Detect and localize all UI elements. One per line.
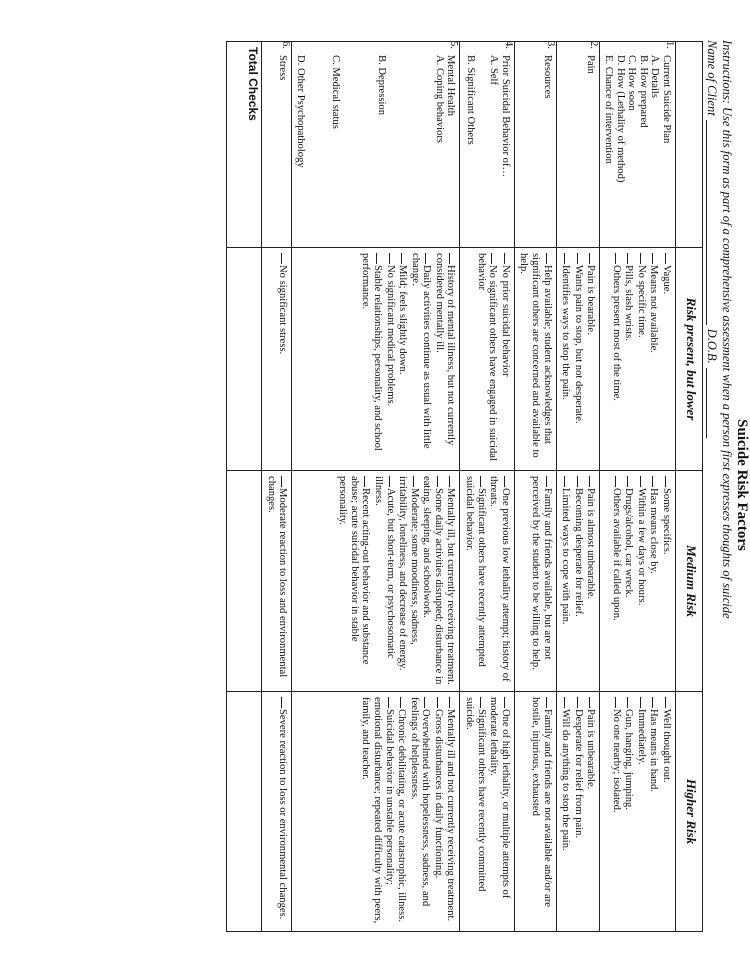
category-line: Current Suicide Plan bbox=[661, 55, 672, 144]
category-line bbox=[422, 55, 434, 242]
category-line: A. Details bbox=[649, 55, 661, 98]
check-blank[interactable] bbox=[400, 697, 401, 708]
risk-item-text: Immediately. bbox=[635, 709, 647, 765]
risk-item bbox=[635, 476, 647, 686]
risk-item-text: Pain is almost unbearable. bbox=[585, 488, 597, 600]
category-line: D. How (Lethality of method) bbox=[614, 55, 626, 183]
check-blank[interactable] bbox=[665, 476, 666, 487]
risk-item bbox=[445, 697, 457, 926]
check-blank[interactable] bbox=[627, 476, 628, 487]
header-category bbox=[676, 42, 703, 248]
check-blank[interactable] bbox=[577, 697, 578, 708]
check-blank[interactable] bbox=[450, 697, 451, 708]
medium-risk-cell bbox=[514, 471, 556, 692]
risk-item bbox=[488, 697, 511, 926]
dob-field[interactable] bbox=[706, 368, 707, 438]
risk-item bbox=[397, 476, 420, 686]
risk-item bbox=[610, 253, 622, 465]
check-blank[interactable] bbox=[376, 253, 377, 264]
risk-item bbox=[464, 476, 487, 686]
category-line bbox=[410, 55, 422, 242]
risk-item-text: Help available; student acknowledges that significant others are concerned and available to help. bbox=[518, 253, 553, 458]
client-line bbox=[704, 40, 719, 438]
risk-item bbox=[360, 697, 395, 926]
risk-item-text: No significant medical problems. bbox=[384, 265, 396, 407]
check-blank[interactable] bbox=[615, 476, 616, 487]
risk-item-text: Limited ways to cope with pain. bbox=[560, 488, 572, 625]
risk-item-text: Significant others have recently attempted suicidal behavior. bbox=[464, 476, 487, 667]
check-blank[interactable] bbox=[564, 476, 565, 487]
check-blank[interactable] bbox=[504, 697, 505, 708]
risk-item-text: Has means in hand. bbox=[648, 709, 660, 792]
name-label: Name of Client bbox=[705, 40, 719, 116]
higher-risk-cell bbox=[514, 692, 556, 932]
category-line bbox=[352, 55, 364, 242]
risk-item bbox=[529, 697, 552, 926]
risk-item-text: No specific time. bbox=[635, 265, 647, 338]
risk-item-text: No significant others have engaged in suicidal behavior bbox=[475, 253, 499, 461]
category-line bbox=[317, 55, 329, 242]
risk-item bbox=[488, 476, 511, 686]
risk-item-text: Moderate reaction to loss and environmental changes. bbox=[265, 476, 289, 678]
category-line: Stress bbox=[277, 55, 289, 81]
check-blank[interactable] bbox=[577, 253, 578, 264]
risk-item-text: Family and friends are not available and/or are hostile, injurious, exhausted bbox=[530, 697, 553, 907]
risk-item bbox=[337, 476, 372, 686]
risk-item bbox=[572, 253, 584, 465]
risk-item-text: Identifies ways to stop the pain. bbox=[560, 265, 572, 400]
medium-risk-cell bbox=[600, 471, 676, 692]
category-line: B. Depression bbox=[375, 55, 387, 116]
risk-item-text: Recent acting-out behavior and substance abuse; acute suicidal behavior in stable personality. bbox=[337, 476, 372, 665]
risk-item-text: Mentally ill, but currently receiving treatment. bbox=[445, 488, 457, 685]
category-cell bbox=[600, 42, 676, 248]
category-line: C. Medical status bbox=[329, 55, 341, 129]
risk-table bbox=[226, 41, 703, 932]
total-lower-cell[interactable] bbox=[227, 248, 262, 471]
risk-item bbox=[464, 697, 487, 926]
risk-item-text: Others present most of the time. bbox=[610, 265, 622, 401]
risk-item bbox=[623, 253, 635, 465]
risk-item bbox=[560, 697, 572, 926]
risk-item-text: Acute, but short-term, or psychosomatic illness. bbox=[372, 476, 396, 659]
risk-item-text: Some specifics. bbox=[661, 488, 672, 555]
risk-item-text: One of high lethality, or multiple attempts of moderate lethality. bbox=[488, 697, 511, 899]
check-blank[interactable] bbox=[615, 253, 616, 264]
risk-item bbox=[560, 476, 572, 686]
category-line: Pain bbox=[585, 55, 597, 74]
risk-item bbox=[384, 253, 396, 465]
higher-risk-cell bbox=[262, 692, 292, 932]
category-line bbox=[476, 55, 488, 242]
risk-item-text: Others available if called upon. bbox=[610, 488, 622, 621]
category-line: B. How prepared bbox=[637, 55, 649, 128]
higher-risk-cell bbox=[292, 692, 460, 932]
dob-label: D.O.B. bbox=[705, 328, 719, 364]
medium-risk-cell bbox=[262, 471, 292, 692]
risk-item bbox=[499, 253, 511, 465]
risk-item bbox=[475, 253, 498, 465]
check-blank[interactable] bbox=[389, 476, 390, 487]
category-line: Resources bbox=[541, 55, 553, 99]
risk-item-text: No prior suicidal behavior bbox=[499, 265, 511, 377]
risk-item-text: Moderate; some moodiness, sadness, irritability, loneliness, and decrease of energy. bbox=[397, 476, 420, 671]
risk-item bbox=[660, 476, 672, 686]
risk-item-text: Family and friends available, but are not perceived by the student to be willing to help. bbox=[530, 476, 553, 670]
category-cell bbox=[262, 42, 292, 248]
lower-risk-cell bbox=[514, 248, 556, 471]
header-medium: Medium Risk bbox=[676, 471, 703, 692]
check-blank[interactable] bbox=[564, 697, 565, 708]
check-blank[interactable] bbox=[546, 476, 547, 487]
check-blank[interactable] bbox=[589, 697, 590, 708]
risk-item bbox=[572, 697, 584, 926]
check-blank[interactable] bbox=[413, 476, 414, 487]
check-blank[interactable] bbox=[564, 253, 565, 264]
check-blank[interactable] bbox=[665, 253, 666, 264]
risk-item-text: Mentally ill and not currently receiving treatment. bbox=[445, 709, 457, 922]
risk-item bbox=[585, 697, 597, 926]
check-blank[interactable] bbox=[424, 697, 425, 708]
risk-item bbox=[648, 253, 660, 465]
risk-item-text: Means not available. bbox=[648, 265, 660, 353]
risk-item bbox=[585, 253, 597, 465]
risk-row bbox=[460, 42, 514, 932]
check-blank[interactable] bbox=[615, 697, 616, 708]
risk-row bbox=[514, 42, 556, 932]
risk-item bbox=[635, 697, 647, 926]
risk-item-text: Significant others have recently committed suicide. bbox=[464, 697, 487, 892]
risk-item-text: Mild; feels slightly down. bbox=[397, 265, 409, 375]
risk-item-text: Daily activities continue as usual with little change. bbox=[409, 253, 433, 449]
check-blank[interactable] bbox=[504, 476, 505, 487]
category-line: B. Significant Others bbox=[465, 55, 477, 145]
risk-item-text: Severe reaction to loss or environmental changes. bbox=[277, 709, 289, 920]
risk-row bbox=[556, 42, 600, 932]
risk-item bbox=[421, 476, 444, 686]
risk-item bbox=[360, 253, 383, 465]
risk-item bbox=[529, 476, 552, 686]
risk-item bbox=[660, 697, 672, 926]
lower-risk-cell bbox=[460, 248, 514, 471]
check-blank[interactable] bbox=[450, 476, 451, 487]
total-medium-cell[interactable] bbox=[227, 471, 262, 692]
category-line bbox=[364, 55, 376, 242]
total-checks-label: Total Checks bbox=[227, 42, 262, 248]
row-number: 6. bbox=[280, 41, 292, 49]
category-line: Mental Health bbox=[445, 55, 457, 116]
check-blank[interactable] bbox=[640, 253, 641, 264]
name-field[interactable] bbox=[706, 120, 707, 325]
risk-item bbox=[433, 253, 456, 465]
check-blank[interactable] bbox=[504, 253, 505, 264]
risk-item-text: No significant stress. bbox=[277, 265, 289, 355]
risk-item bbox=[660, 253, 672, 465]
check-blank[interactable] bbox=[652, 253, 653, 264]
risk-item-text: Pills, slash wrists. bbox=[623, 265, 635, 341]
risk-row bbox=[600, 42, 676, 932]
lower-risk-cell bbox=[262, 248, 292, 471]
check-blank[interactable] bbox=[546, 253, 547, 264]
risk-item-text: Becoming desperate for relief. bbox=[572, 488, 584, 617]
medium-risk-cell bbox=[556, 471, 600, 692]
category-line bbox=[387, 55, 399, 242]
check-blank[interactable] bbox=[450, 253, 451, 264]
check-blank[interactable] bbox=[281, 697, 282, 708]
lower-risk-cell bbox=[600, 248, 676, 471]
risk-item bbox=[610, 476, 622, 686]
header-higher: Higher Risk bbox=[676, 692, 703, 932]
check-blank[interactable] bbox=[627, 697, 628, 708]
check-blank[interactable] bbox=[281, 476, 282, 487]
risk-item-text: Suicidal behavior in unstable personality; emotional disturbance; repeated difficulty with peers, family, and teacher. bbox=[360, 697, 395, 924]
risk-item-text: Within a few days or hours. bbox=[635, 488, 647, 606]
category-line bbox=[399, 55, 411, 242]
category-line: A. Coping behaviors bbox=[433, 55, 445, 143]
risk-item bbox=[265, 476, 288, 686]
risk-item-text: Drugs/alcohol, car wreck. bbox=[623, 488, 635, 598]
risk-item bbox=[648, 697, 660, 926]
total-higher-cell[interactable] bbox=[227, 692, 262, 932]
category-cell bbox=[292, 42, 460, 248]
risk-row bbox=[292, 42, 460, 932]
row-number: 3. bbox=[544, 41, 556, 49]
risk-item-text: Will do anything to stop the pain. bbox=[560, 709, 572, 851]
risk-item bbox=[277, 697, 289, 926]
higher-risk-cell bbox=[460, 692, 514, 932]
check-blank[interactable] bbox=[577, 476, 578, 487]
check-blank[interactable] bbox=[364, 476, 365, 487]
check-blank[interactable] bbox=[640, 697, 641, 708]
category-line: E. Chance of intervention bbox=[603, 55, 615, 164]
risk-item bbox=[396, 697, 408, 926]
check-blank[interactable] bbox=[627, 253, 628, 264]
category-line: Prior Suicidal Behavior of… bbox=[499, 55, 511, 178]
instructions: Instructions: Use this form as part of a comprehensive assessment when a person first expresses thoughts of suicide bbox=[720, 40, 734, 619]
risk-item bbox=[432, 697, 444, 926]
check-blank[interactable] bbox=[480, 697, 481, 708]
check-blank[interactable] bbox=[281, 253, 282, 264]
risk-item-text: Gun, hanging, jumping. bbox=[623, 709, 635, 810]
risk-item-text: Gross disturbances in daily functioning. bbox=[432, 709, 444, 879]
risk-item-text: Vague. bbox=[661, 265, 672, 295]
risk-item bbox=[560, 253, 572, 465]
check-blank[interactable] bbox=[437, 697, 438, 708]
risk-item bbox=[518, 253, 553, 465]
category-line: D. Other Psychopathology bbox=[294, 55, 306, 168]
check-blank[interactable] bbox=[388, 697, 389, 708]
row-number: 5. bbox=[448, 41, 460, 49]
higher-risk-cell bbox=[556, 692, 600, 932]
risk-item-text: Overwhelmed with hopelessness, sadness, and feelings of helplessness. bbox=[408, 697, 432, 907]
row-number: 2. bbox=[588, 41, 600, 49]
medium-risk-cell bbox=[292, 471, 460, 692]
risk-item bbox=[277, 253, 289, 465]
risk-item bbox=[648, 476, 660, 686]
risk-item-text: History of mental illness, but not currently considered mentally ill. bbox=[433, 253, 457, 446]
risk-item bbox=[397, 253, 409, 465]
risk-item bbox=[635, 253, 647, 465]
higher-risk-cell bbox=[600, 692, 676, 932]
category-cell bbox=[514, 42, 556, 248]
category-line: C. How soon bbox=[626, 55, 638, 111]
risk-item bbox=[372, 476, 395, 686]
risk-item bbox=[445, 476, 457, 686]
medium-risk-cell bbox=[460, 471, 514, 692]
check-blank[interactable] bbox=[652, 697, 653, 708]
risk-item-text: Stable relationships, personality, and school performance. bbox=[360, 253, 383, 451]
risk-row bbox=[262, 42, 292, 932]
risk-item-text: Pain is bearable. bbox=[585, 265, 597, 335]
check-blank[interactable] bbox=[425, 253, 426, 264]
risk-item bbox=[585, 476, 597, 686]
check-blank[interactable] bbox=[589, 253, 590, 264]
row-number: 4. bbox=[502, 41, 514, 49]
category-line bbox=[341, 55, 353, 242]
check-blank[interactable] bbox=[401, 253, 402, 264]
total-row bbox=[227, 42, 262, 932]
category-line bbox=[306, 55, 318, 242]
form-title: Suicide Risk Factors bbox=[734, 419, 750, 551]
risk-item-text: Chronic debilitating, or acute catastrophic, illness. bbox=[396, 709, 408, 922]
lower-risk-cell bbox=[292, 248, 460, 471]
risk-item-text: Desperate for relief from pain. bbox=[572, 709, 584, 839]
check-blank[interactable] bbox=[665, 697, 666, 708]
category-line: A. Self bbox=[488, 55, 500, 86]
risk-item-text: Pain is unbearable. bbox=[585, 709, 597, 790]
risk-item bbox=[408, 697, 431, 926]
risk-item-text: Well thought out. bbox=[661, 709, 672, 783]
risk-item bbox=[610, 697, 622, 926]
risk-item-text: Some daily activities disrupted; disturbance in eating, sleeping, and schoolwork. bbox=[421, 476, 444, 685]
lower-risk-cell bbox=[556, 248, 600, 471]
check-blank[interactable] bbox=[652, 476, 653, 487]
check-blank[interactable] bbox=[480, 476, 481, 487]
category-cell bbox=[556, 42, 600, 248]
header-lower: Risk present, but lower bbox=[676, 248, 703, 471]
header-row bbox=[676, 42, 703, 932]
category-cell bbox=[460, 42, 514, 248]
risk-item bbox=[409, 253, 432, 465]
risk-item bbox=[623, 697, 635, 926]
risk-item-text: Has means close by. bbox=[648, 488, 660, 574]
check-blank[interactable] bbox=[437, 476, 438, 487]
check-blank[interactable] bbox=[589, 476, 590, 487]
check-blank[interactable] bbox=[546, 697, 547, 708]
risk-item-text: One previous low lethality attempt; history of threats. bbox=[488, 476, 511, 682]
check-blank[interactable] bbox=[389, 253, 390, 264]
check-blank[interactable] bbox=[640, 476, 641, 487]
risk-item bbox=[572, 476, 584, 686]
risk-item bbox=[623, 476, 635, 686]
row-number: 1. bbox=[664, 41, 675, 49]
risk-item-text: No one nearby; isolated. bbox=[610, 709, 622, 813]
check-blank[interactable] bbox=[491, 253, 492, 264]
risk-item-text: Wants pain to stop, but not desperate. bbox=[572, 265, 584, 424]
